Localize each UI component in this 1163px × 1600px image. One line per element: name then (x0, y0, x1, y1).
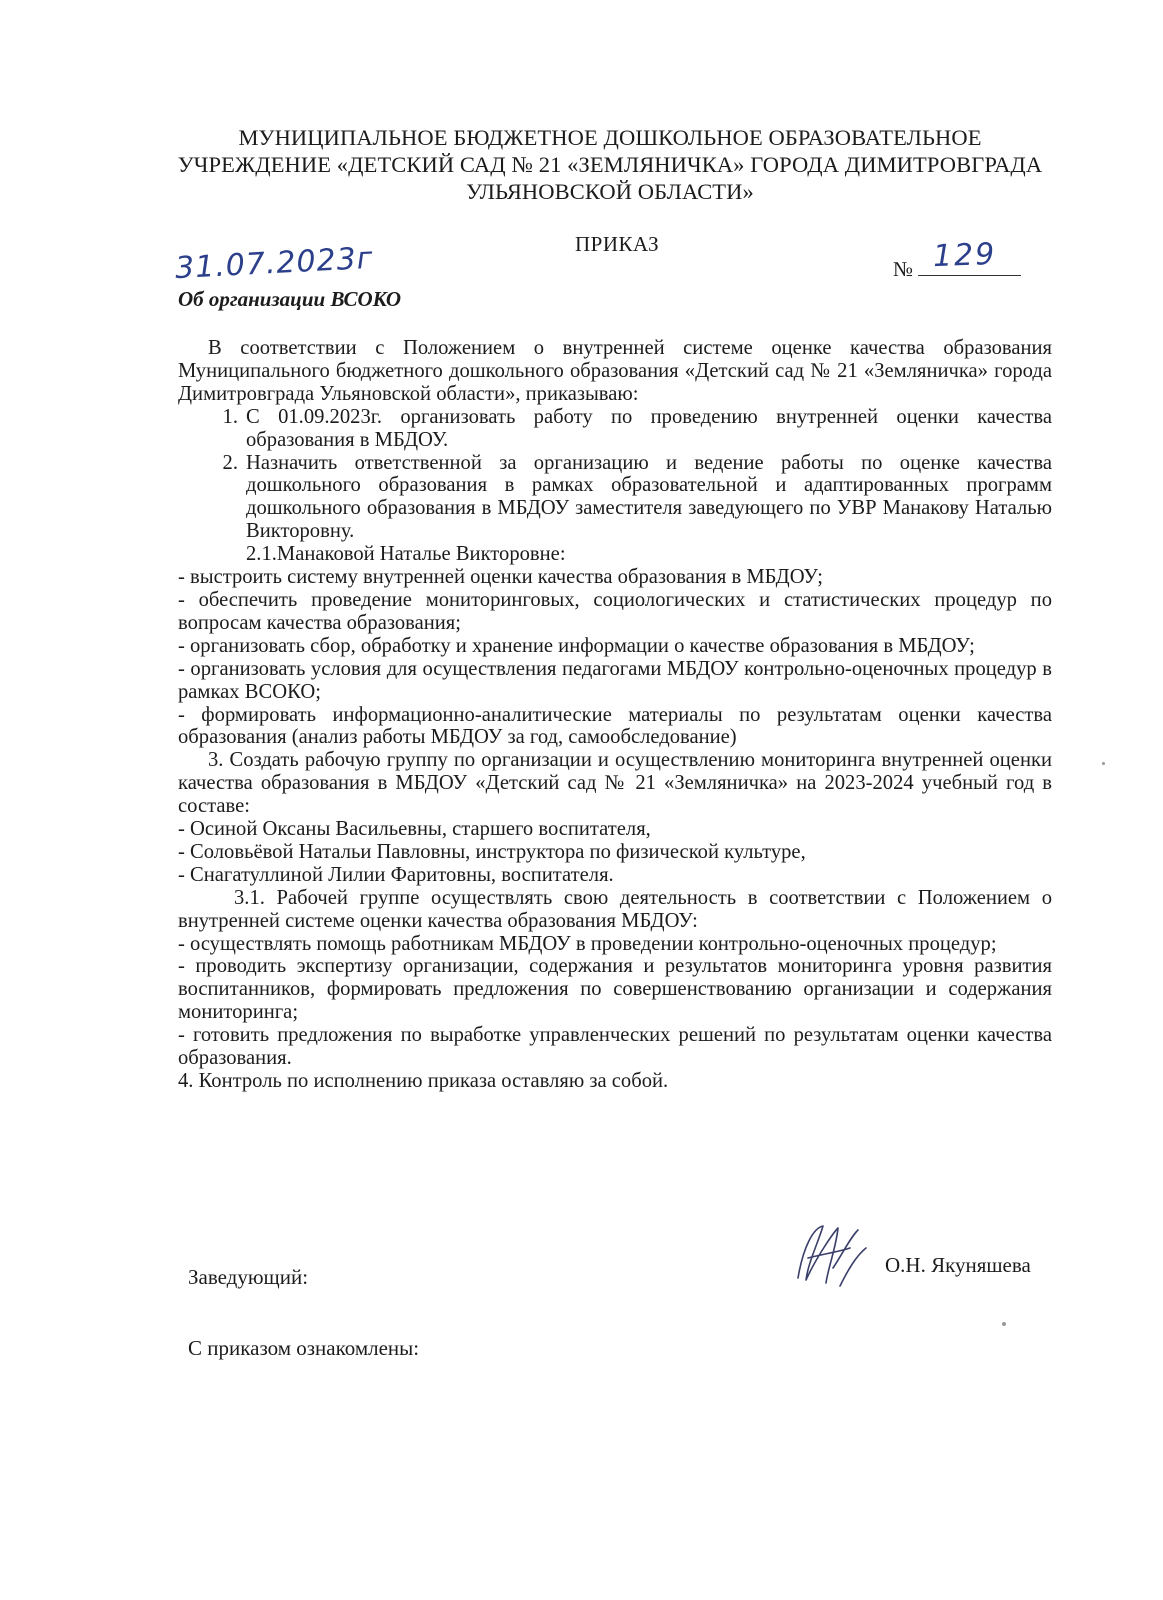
member-line: - Снагатуллиной Лилии Фаритовны, воспитателя. (178, 863, 614, 886)
task-line: - обеспечить проведение мониторинговых, социологических и статистических процедур по вопросам качества образования; (178, 588, 1052, 634)
task-line: - осуществлять помощь работникам МБДОУ в проведении контрольно-оценочных процедур; (178, 932, 997, 955)
task-line: - проводить экспертизу организации, содержания и результатов мониторинга уровня развития воспитанников, формировать предложения по совершенствованию организации и содержания мониторинга; (178, 955, 1052, 1024)
item-4: 4. Контроль по исполнению приказа оставляю за собой. (178, 1070, 669, 1092)
task-line: - формировать информационно-аналитические материалы по результатам оценки качества образования (анализ работы МБДОУ за год, самообследование) (178, 703, 1052, 749)
task-line: - выстроить систему внутренней оценки качества образования в МБДОУ; (178, 566, 823, 589)
org-line-3: УЛЬЯНОВСКОЙ ОБЛАСТИ» (466, 179, 754, 204)
subitem-2-1: 2.1.Манаковой Наталье Викторовне: (246, 543, 566, 566)
number-underline (918, 275, 1021, 276)
document-type: ПРИКАЗ (575, 232, 660, 256)
list-item (178, 406, 1052, 452)
acknowledgement-label: С приказом ознакомлены: (188, 1336, 420, 1360)
order-body (178, 337, 1052, 1093)
number-label: № (893, 257, 914, 281)
intro-paragraph: В соответствии с Положением о внутренней системе оценке качества образования Муниципального бюджетного дошкольного образования «Детский сад № 21 «Земляничка» города Димитровграда Ульяновской области», приказываю: (178, 337, 1052, 405)
list-item (178, 452, 1052, 544)
scan-speck (1102, 762, 1105, 765)
subitem-3-1: 3.1. Рабочей группе осуществлять свою деятельность в соответствии с Положением о внутренней системе оценки качества образования МБДОУ: (178, 886, 1052, 932)
handwritten-number: 129 (932, 236, 997, 275)
item-number: 1. (222, 405, 238, 428)
task-line: - организовать сбор, обработку и хранение информации о качестве образования в МБДОУ; (178, 634, 975, 657)
scan-speck (1002, 1322, 1006, 1326)
item-text: С 01.09.2023г. организовать работу по проведению внутренней оценки качества образования в МБДОУ. (246, 405, 1052, 451)
task-line: - готовить предложения по выработке управленческих решений по результатам оценки качества образования. (178, 1024, 1052, 1070)
org-line-1: МУНИЦИПАЛЬНОЕ БЮДЖЕТНОЕ ДОШКОЛЬНОЕ ОБРАЗОВАТЕЛЬНОЕ (238, 125, 982, 150)
signatory-position: Заведующий: (188, 1265, 309, 1289)
member-line: - Соловьёвой Натальи Павловны, инструктора по физической культуре, (178, 840, 806, 863)
task-line: - организовать условия для осуществления педагогами МБДОУ контрольно-оценочных процедур в рамках ВСОКО; (178, 657, 1052, 703)
order-subject: Об организации ВСОКО (178, 287, 402, 311)
organization-header (170, 124, 1050, 205)
item-text: Назначить ответственной за организацию и ведение работы по оценке качества дошкольного образования в рамках образовательной и адаптированных программ дошкольного образования в МБДОУ заместителя заведующего по УВР Манакову Наталью Викторовну. (246, 451, 1052, 543)
handwritten-date: 31.07.2023г (174, 240, 375, 287)
member-line: - Осиной Оксаны Васильевны, старшего воспитателя, (178, 818, 651, 841)
signature-icon (778, 1208, 878, 1298)
signatory-name: О.Н. Якуняшева (885, 1253, 1031, 1277)
item-3: 3. Создать рабочую группу по организации и осуществлению мониторинга внутренней оценки качества образования в МБДОУ «Детский сад № 21 «Земляничка» на 2023-2024 учебный год в составе: (178, 749, 1052, 818)
org-line-2: УЧРЕЖДЕНИЕ «ДЕТСКИЙ САД № 21 «ЗЕМЛЯНИЧКА» ГОРОДА ДИМИТРОВГРАДА (177, 152, 1043, 177)
item-number: 2. (222, 451, 238, 474)
